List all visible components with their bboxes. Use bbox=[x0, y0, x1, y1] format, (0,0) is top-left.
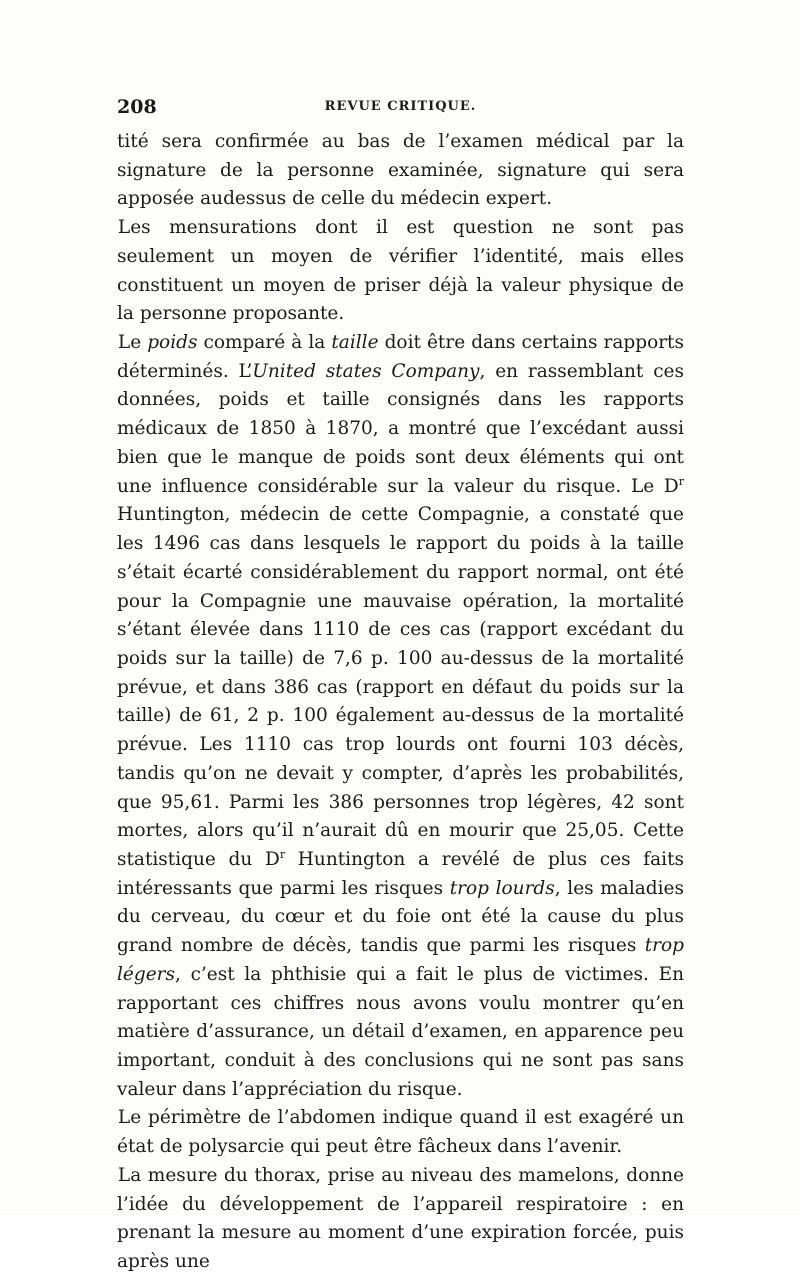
page-number: 208 bbox=[117, 96, 157, 118]
italic-term: trop légers bbox=[117, 935, 684, 985]
text-run: Huntington a revélé de plus ces faits intéressants que parmi les risques bbox=[117, 848, 685, 899]
text-run: , les maladies du cerveau, du cœur et du foie ont été la cause du plus grand nombre de décès, tandis que parmi les risques bbox=[117, 877, 684, 957]
running-title: REVUE CRITIQUE. bbox=[324, 99, 477, 114]
paragraph bbox=[117, 329, 684, 1104]
superscript: r bbox=[279, 847, 286, 861]
text-run: Le périmètre de l’abdomen indique quand il est exagéré un état de polysarcie qui peut être fâcheux dans l’avenir. bbox=[117, 1107, 684, 1158]
paragraph bbox=[117, 214, 684, 329]
text-run: Les mensurations dont il est question ne sont pas seulement un moyen de vérifier l’identité, mais elles constituent un moyen de priser déjà la valeur physique de la personne proposante. bbox=[117, 217, 684, 325]
text-run: tité sera confirmée au bas de l’examen médical par la signature de la personne examinée, signature qui sera apposée audessus de celle du médecin expert. bbox=[117, 131, 684, 210]
text-run: Le bbox=[117, 332, 148, 354]
italic-term: trop lourds bbox=[449, 877, 555, 899]
text-run: doit être dans certains rapports déterminés. L’ bbox=[117, 332, 684, 382]
italic-term: taille bbox=[331, 332, 379, 354]
text-run: Huntington, médecin de cette Compagnie, a constaté que les 1496 cas dans lesquels le rapport du poids à la taille s’était écarté considérablement du rapport normal, ont été pour la Compagnie une mauvaise opération, la mortalité s’étant élevée dans 1110 de ces cas (rapport excédant du poids sur la taille) de 7,6 p. 100 au-dessus de la mortalité prévue, et dans 386 cas (rapport en défaut du poids sur la taille) de 61, 2 p. 100 également au-dessus de la mortalité prévue. Les 1110 cas trop lourds ont fourni 103 décès, tandis qu’on ne devait y compter, d’après les probabilités, que 95,61. Parmi les 386 personnes trop légères, 42 sont mortes, alors qu’il n’aurait dû en mourir que 25,05. Cette statistique du D bbox=[117, 504, 684, 870]
text-run: , en rassemblant ces données, poids et taille consignés dans les rapports médicaux de 1850 à 1870, a montré que l’excédant aussi bien que le manque de poids sont deux éléments qui ont une influence considérable sur la valeur du risque. Le D bbox=[117, 360, 684, 497]
italic-term: United states Company bbox=[252, 360, 480, 382]
paragraph bbox=[117, 1162, 684, 1277]
running-head bbox=[117, 96, 684, 120]
italic-term: poids bbox=[147, 332, 198, 354]
superscript: r bbox=[678, 474, 684, 488]
paragraph bbox=[117, 1104, 684, 1161]
text-run: comparé à la bbox=[197, 332, 332, 354]
paragraph bbox=[117, 128, 684, 214]
text-run: La mesure du thorax, prise au niveau des mamelons, donne l’idée du développement de l’appareil respiratoire : en prenant la mesure au moment d’une expiration forcée, puis après une bbox=[117, 1164, 684, 1273]
body-text bbox=[117, 128, 684, 1277]
text-run: , c’est la phthisie qui a fait le plus de victimes. En rapportant ces chiffres nous avons voulu montrer qu’en matière d’assurance, un détail d’examen, en apparence peu important, conduit à des conclusions qui ne sont pas sans valeur dans l’appréciation du risque. bbox=[117, 963, 684, 1100]
